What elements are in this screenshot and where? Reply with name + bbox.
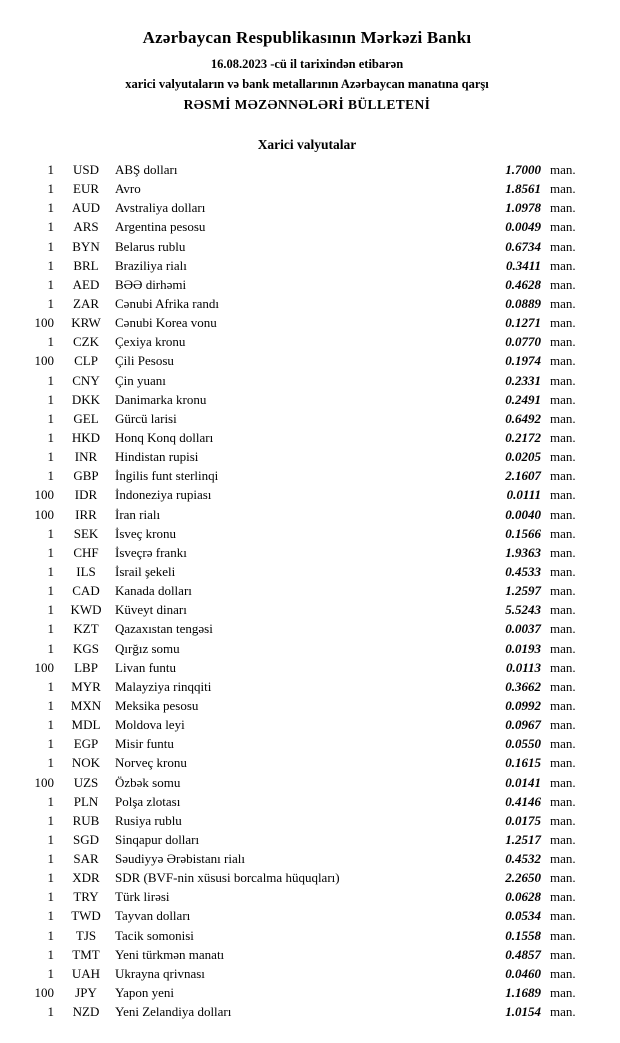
rate-value: 0.3411	[505, 257, 541, 273]
rate-unit: man.	[550, 831, 576, 847]
rate-value: 2.1607	[505, 468, 541, 484]
rate-value: 0.0049	[505, 219, 541, 235]
quantity: 1	[47, 449, 54, 465]
quantity: 1	[47, 793, 54, 809]
quantity: 1	[47, 372, 54, 388]
rate-value: 0.4857	[505, 946, 541, 962]
currency-code: AUD	[71, 200, 101, 216]
quantity: 1	[47, 697, 54, 713]
quantity: 1	[47, 257, 54, 273]
rate-unit: man.	[550, 851, 576, 867]
table-row	[30, 619, 584, 638]
currency-name: Cənubi Korea vonu	[115, 315, 217, 331]
table-row	[30, 715, 584, 734]
rate-unit: man.	[550, 774, 576, 790]
table-row	[30, 734, 584, 753]
table-row	[30, 849, 584, 868]
rate-value: 1.2517	[505, 831, 541, 847]
rate-value: 0.1615	[505, 755, 541, 771]
currency-name: Yeni Zelandiya dolları	[115, 1004, 232, 1020]
currency-code: USD	[72, 162, 99, 177]
rate-unit: man.	[550, 621, 576, 637]
currency-code: UAH	[71, 965, 101, 981]
quantity: 100	[34, 506, 54, 522]
rate-unit: man.	[550, 334, 576, 350]
currency-name: Çin yuanı	[115, 372, 166, 388]
rate-unit: man.	[550, 276, 576, 292]
currency-name: Qırğız somu	[115, 640, 180, 656]
currency-name: Belarus rublu	[115, 238, 186, 254]
table-row	[30, 237, 584, 256]
rate-value: 0.6492	[505, 410, 541, 426]
table-row	[30, 160, 584, 179]
table-row	[30, 926, 584, 945]
rate-unit: man.	[550, 429, 576, 445]
quantity: 100	[34, 353, 54, 369]
rate-value: 0.0628	[505, 889, 541, 905]
quantity: 1	[47, 200, 54, 216]
currency-code: RUB	[72, 812, 100, 828]
currency-code: INR	[74, 449, 98, 465]
currency-name: Sinqapur dolları	[115, 831, 200, 847]
quantity: 1	[47, 1004, 54, 1020]
table-row	[30, 658, 584, 677]
currency-name: İsveçrə frankı	[115, 544, 187, 560]
rate-unit: man.	[550, 487, 576, 503]
quantity: 1	[47, 334, 54, 350]
currency-code: AED	[72, 276, 100, 292]
currency-code: IDR	[74, 487, 98, 503]
quantity: 1	[47, 755, 54, 771]
quantity: 1	[47, 583, 54, 599]
quantity: 1	[47, 410, 54, 426]
currency-code: MYR	[71, 678, 101, 694]
quantity: 1	[47, 468, 54, 484]
rate-value: 0.0141	[505, 774, 541, 790]
rate-value: 0.0175	[505, 812, 541, 828]
currency-name: Hindistan rupisi	[115, 449, 199, 465]
currency-name: Danimarka kronu	[115, 391, 207, 407]
rate-unit: man.	[550, 889, 576, 905]
rate-value: 0.1566	[505, 525, 541, 541]
quantity: 1	[47, 736, 54, 752]
currency-name: Honq Konq dolları	[115, 429, 214, 445]
quantity: 1	[47, 927, 54, 943]
table-row	[30, 1002, 584, 1021]
currency-name: Malayziya rinqqiti	[115, 678, 212, 694]
effective-date-line: 16.08.2023 -cü il tarixindən etibarən	[210, 57, 404, 71]
currency-code: SEK	[73, 525, 99, 541]
rate-value: 1.1689	[505, 985, 541, 1001]
rate-unit: man.	[550, 678, 576, 694]
table-row	[30, 428, 584, 447]
table-row	[30, 639, 584, 658]
rate-value: 0.0193	[505, 640, 541, 656]
currency-name: Çexiya kronu	[115, 334, 186, 350]
rate-value: 1.0154	[505, 1004, 541, 1020]
quantity: 1	[47, 181, 54, 197]
table-row	[30, 696, 584, 715]
table-row	[30, 198, 584, 217]
currency-name: Livan funtu	[115, 659, 177, 675]
currency-name: Yapon yeni	[115, 985, 174, 1001]
currency-name: Gürcü larisi	[115, 410, 177, 426]
table-row	[30, 830, 584, 849]
currency-code: LBP	[74, 659, 98, 675]
rate-unit: man.	[550, 812, 576, 828]
table-row	[30, 351, 584, 370]
currency-name: Argentina pesosu	[115, 219, 206, 235]
rates-table	[30, 160, 584, 1021]
rate-unit: man.	[550, 506, 576, 522]
currency-name: Norveç kronu	[115, 755, 187, 771]
currency-code: KWD	[70, 602, 102, 618]
rate-value: 0.2491	[505, 391, 541, 407]
rate-value: 0.0889	[505, 295, 541, 311]
quantity: 1	[47, 717, 54, 733]
currency-name: Moldova leyi	[115, 717, 185, 733]
currency-name: Braziliya rialı	[115, 257, 187, 273]
quantity: 1	[47, 162, 54, 177]
rate-unit: man.	[550, 583, 576, 599]
currency-name: İsveç kronu	[115, 525, 177, 541]
currency-code: CAD	[72, 583, 100, 599]
rate-value: 0.4146	[505, 793, 541, 809]
currency-code: BRL	[73, 257, 99, 273]
currency-code: TMT	[72, 946, 100, 962]
rate-unit: man.	[550, 353, 576, 369]
rate-value: 1.9363	[505, 544, 541, 560]
table-row	[30, 887, 584, 906]
rate-unit: man.	[550, 200, 576, 216]
rate-value: 0.3662	[505, 678, 541, 694]
currency-name: SDR (BVF-nin xüsusi borcalma hüquqları)	[115, 870, 340, 886]
currency-code: ILS	[76, 563, 96, 579]
rate-unit: man.	[550, 181, 576, 197]
rate-unit: man.	[550, 793, 576, 809]
table-row	[30, 275, 584, 294]
rate-unit: man.	[550, 870, 576, 886]
currency-name: Rusiya rublu	[115, 812, 182, 828]
rate-unit: man.	[550, 468, 576, 484]
table-row	[30, 600, 584, 619]
currency-name: Meksika pesosu	[115, 697, 199, 713]
rate-unit: man.	[550, 927, 576, 943]
currency-name: Tayvan dolları	[115, 908, 191, 924]
bulletin-subtitle: xarici valyutaların və bank metallarının Azərbaycan manatına qarşı	[125, 77, 489, 91]
quantity: 1	[47, 831, 54, 847]
currency-name: Küveyt dinarı	[115, 602, 187, 618]
rate-unit: man.	[550, 640, 576, 656]
table-row	[30, 179, 584, 198]
currency-name: İngilis funt sterlinqi	[115, 468, 219, 484]
rate-value: 0.4628	[505, 276, 541, 292]
bank-title: Azərbaycan Respublikasının Mərkəzi Bankı	[142, 28, 472, 47]
rate-value: 0.0205	[505, 449, 541, 465]
rate-value: 0.0534	[505, 908, 541, 924]
table-row	[30, 945, 584, 964]
quantity: 1	[47, 563, 54, 579]
currency-code: TJS	[75, 927, 97, 943]
currency-code: SAR	[73, 851, 99, 867]
table-row	[30, 390, 584, 409]
table-row	[30, 294, 584, 313]
table-row	[30, 371, 584, 390]
quantity: 1	[47, 238, 54, 254]
rate-unit: man.	[550, 985, 576, 1001]
table-row	[30, 466, 584, 485]
table-row	[30, 677, 584, 696]
table-row	[30, 313, 584, 332]
table-row	[30, 581, 584, 600]
currency-name: Kanada dolları	[115, 583, 192, 599]
currency-name: Misir funtu	[115, 736, 174, 752]
table-row	[30, 543, 584, 562]
rate-value: 0.4532	[505, 851, 541, 867]
quantity: 100	[34, 315, 54, 331]
currency-code: MDL	[71, 717, 101, 733]
currency-code: IRR	[75, 506, 97, 522]
currency-name: Cənubi Afrika randı	[115, 295, 219, 311]
quantity: 1	[47, 525, 54, 541]
rate-value: 0.0111	[506, 487, 541, 503]
currency-code: JPY	[75, 985, 97, 1001]
rate-unit: man.	[550, 257, 576, 273]
rate-unit: man.	[550, 602, 576, 618]
currency-name: Çili Pesosu	[115, 353, 174, 369]
table-row	[30, 868, 584, 887]
table-row	[30, 964, 584, 983]
table-row	[30, 217, 584, 236]
currency-name: Qazaxıstan tengəsi	[115, 621, 213, 637]
table-row	[30, 505, 584, 524]
currency-code: HKD	[71, 429, 101, 445]
rate-value: 0.1271	[505, 315, 541, 331]
currency-name: Avro	[115, 181, 141, 197]
currency-code: NOK	[71, 755, 101, 771]
currency-code: CZK	[73, 334, 99, 350]
rate-unit: man.	[550, 946, 576, 962]
currency-name: Yeni türkmən manatı	[115, 946, 225, 962]
rate-unit: man.	[550, 717, 576, 733]
currency-name: İndoneziya rupiası	[115, 487, 212, 503]
rate-unit: man.	[550, 525, 576, 541]
rate-unit: man.	[550, 238, 576, 254]
table-row	[30, 256, 584, 275]
quantity: 1	[47, 812, 54, 828]
rate-value: 0.0967	[505, 717, 541, 733]
table-row	[30, 485, 584, 504]
currency-code: XDR	[72, 870, 100, 886]
currency-name: Türk lirəsi	[115, 889, 170, 905]
table-row	[30, 753, 584, 772]
rate-value: 0.4533	[505, 563, 541, 579]
currency-name: Polşa zlotası	[115, 793, 181, 809]
rate-value: 1.8561	[505, 181, 541, 197]
currency-code: BYN	[72, 238, 100, 254]
rate-value: 0.0460	[505, 965, 541, 981]
rate-value: 0.0550	[505, 736, 541, 752]
rate-unit: man.	[550, 755, 576, 771]
rate-value: 2.2650	[505, 870, 541, 886]
currency-code: ZAR	[73, 295, 99, 311]
rate-value: 0.1974	[505, 353, 541, 369]
bulletin-name: RƏSMİ MƏZƏNNƏLƏRİ BÜLLETENİ	[183, 97, 431, 112]
quantity: 1	[47, 276, 54, 292]
currency-code: CNY	[72, 372, 100, 388]
quantity: 1	[47, 851, 54, 867]
currency-code: MXN	[70, 697, 102, 713]
currency-name: Özbək somu	[115, 774, 181, 790]
table-row	[30, 792, 584, 811]
currency-code: DKK	[71, 391, 101, 407]
rate-unit: man.	[550, 697, 576, 713]
currency-code: NZD	[72, 1004, 100, 1020]
quantity: 1	[47, 391, 54, 407]
rate-value: 5.5243	[505, 602, 541, 618]
rate-unit: man.	[550, 965, 576, 981]
currency-code: SGD	[72, 831, 99, 847]
quantity: 1	[47, 429, 54, 445]
currency-code: KRW	[71, 315, 101, 331]
rate-value: 1.7000	[505, 162, 541, 177]
currency-code: TWD	[71, 908, 101, 924]
rate-value: 1.0978	[505, 200, 541, 216]
table-row	[30, 524, 584, 543]
rate-unit: man.	[550, 659, 576, 675]
rate-unit: man.	[550, 219, 576, 235]
rate-unit: man.	[550, 544, 576, 560]
rate-unit: man.	[550, 295, 576, 311]
currency-code: CHF	[73, 544, 99, 560]
table-row	[30, 811, 584, 830]
rate-value: 0.2172	[505, 429, 541, 445]
quantity: 1	[47, 965, 54, 981]
currency-name: Səudiyyə Ərəbistanı rialı	[115, 851, 245, 867]
quantity: 1	[47, 621, 54, 637]
currency-name: ABŞ dolları	[115, 162, 178, 177]
currency-name: Avstraliya dolları	[115, 200, 206, 216]
currency-code: UZS	[73, 774, 99, 790]
rate-value: 0.0992	[505, 697, 541, 713]
rate-unit: man.	[550, 449, 576, 465]
currency-code: EGP	[73, 736, 99, 752]
table-row	[30, 773, 584, 792]
quantity: 1	[47, 219, 54, 235]
rate-value: 0.0113	[505, 659, 541, 675]
currency-code: GEL	[73, 410, 99, 426]
currency-code: ARS	[73, 219, 99, 235]
rate-unit: man.	[550, 315, 576, 331]
rate-value: 1.2597	[505, 583, 541, 599]
rate-unit: man.	[550, 1004, 576, 1020]
quantity: 1	[47, 908, 54, 924]
rate-unit: man.	[550, 736, 576, 752]
currency-name: İran rialı	[115, 506, 161, 522]
quantity: 1	[47, 870, 54, 886]
table-row	[30, 983, 584, 1002]
rate-value: 0.2331	[505, 372, 541, 388]
currency-code: TRY	[73, 889, 99, 905]
rate-unit: man.	[550, 391, 576, 407]
rate-value: 0.0040	[505, 506, 541, 522]
currency-code: EUR	[73, 181, 99, 197]
quantity: 1	[47, 678, 54, 694]
quantity: 1	[47, 295, 54, 311]
quantity: 1	[47, 640, 54, 656]
table-row	[30, 447, 584, 466]
currency-name: Tacik somonisi	[115, 927, 194, 943]
currency-code: KZT	[73, 621, 99, 637]
rate-unit: man.	[550, 162, 576, 177]
currency-name: BƏƏ dirhəmi	[115, 276, 187, 292]
currency-code: PLN	[73, 793, 99, 809]
table-row	[30, 562, 584, 581]
table-row	[30, 409, 584, 428]
rate-value: 0.0770	[505, 334, 541, 350]
quantity: 100	[34, 774, 54, 790]
quantity: 100	[34, 659, 54, 675]
rate-unit: man.	[550, 410, 576, 426]
rate-value: 0.1558	[505, 927, 541, 943]
currency-code: CLP	[74, 353, 98, 369]
rate-value: 0.6734	[505, 238, 541, 254]
currency-code: GBP	[73, 468, 99, 484]
quantity: 100	[34, 985, 54, 1001]
quantity: 1	[47, 602, 54, 618]
quantity: 1	[47, 889, 54, 905]
table-row	[30, 906, 584, 925]
rate-unit: man.	[550, 372, 576, 388]
quantity: 1	[47, 946, 54, 962]
quantity: 100	[34, 487, 54, 503]
rate-unit: man.	[550, 908, 576, 924]
currency-name: Ukrayna qrivnası	[115, 965, 205, 981]
currency-code: KGS	[72, 640, 99, 656]
table-row	[30, 332, 584, 351]
section-title-foreign-currencies: Xarici valyutalar	[257, 137, 357, 152]
currency-name: İsrail şekeli	[115, 563, 176, 579]
quantity: 1	[47, 544, 54, 560]
rate-value: 0.0037	[505, 621, 541, 637]
rate-unit: man.	[550, 563, 576, 579]
